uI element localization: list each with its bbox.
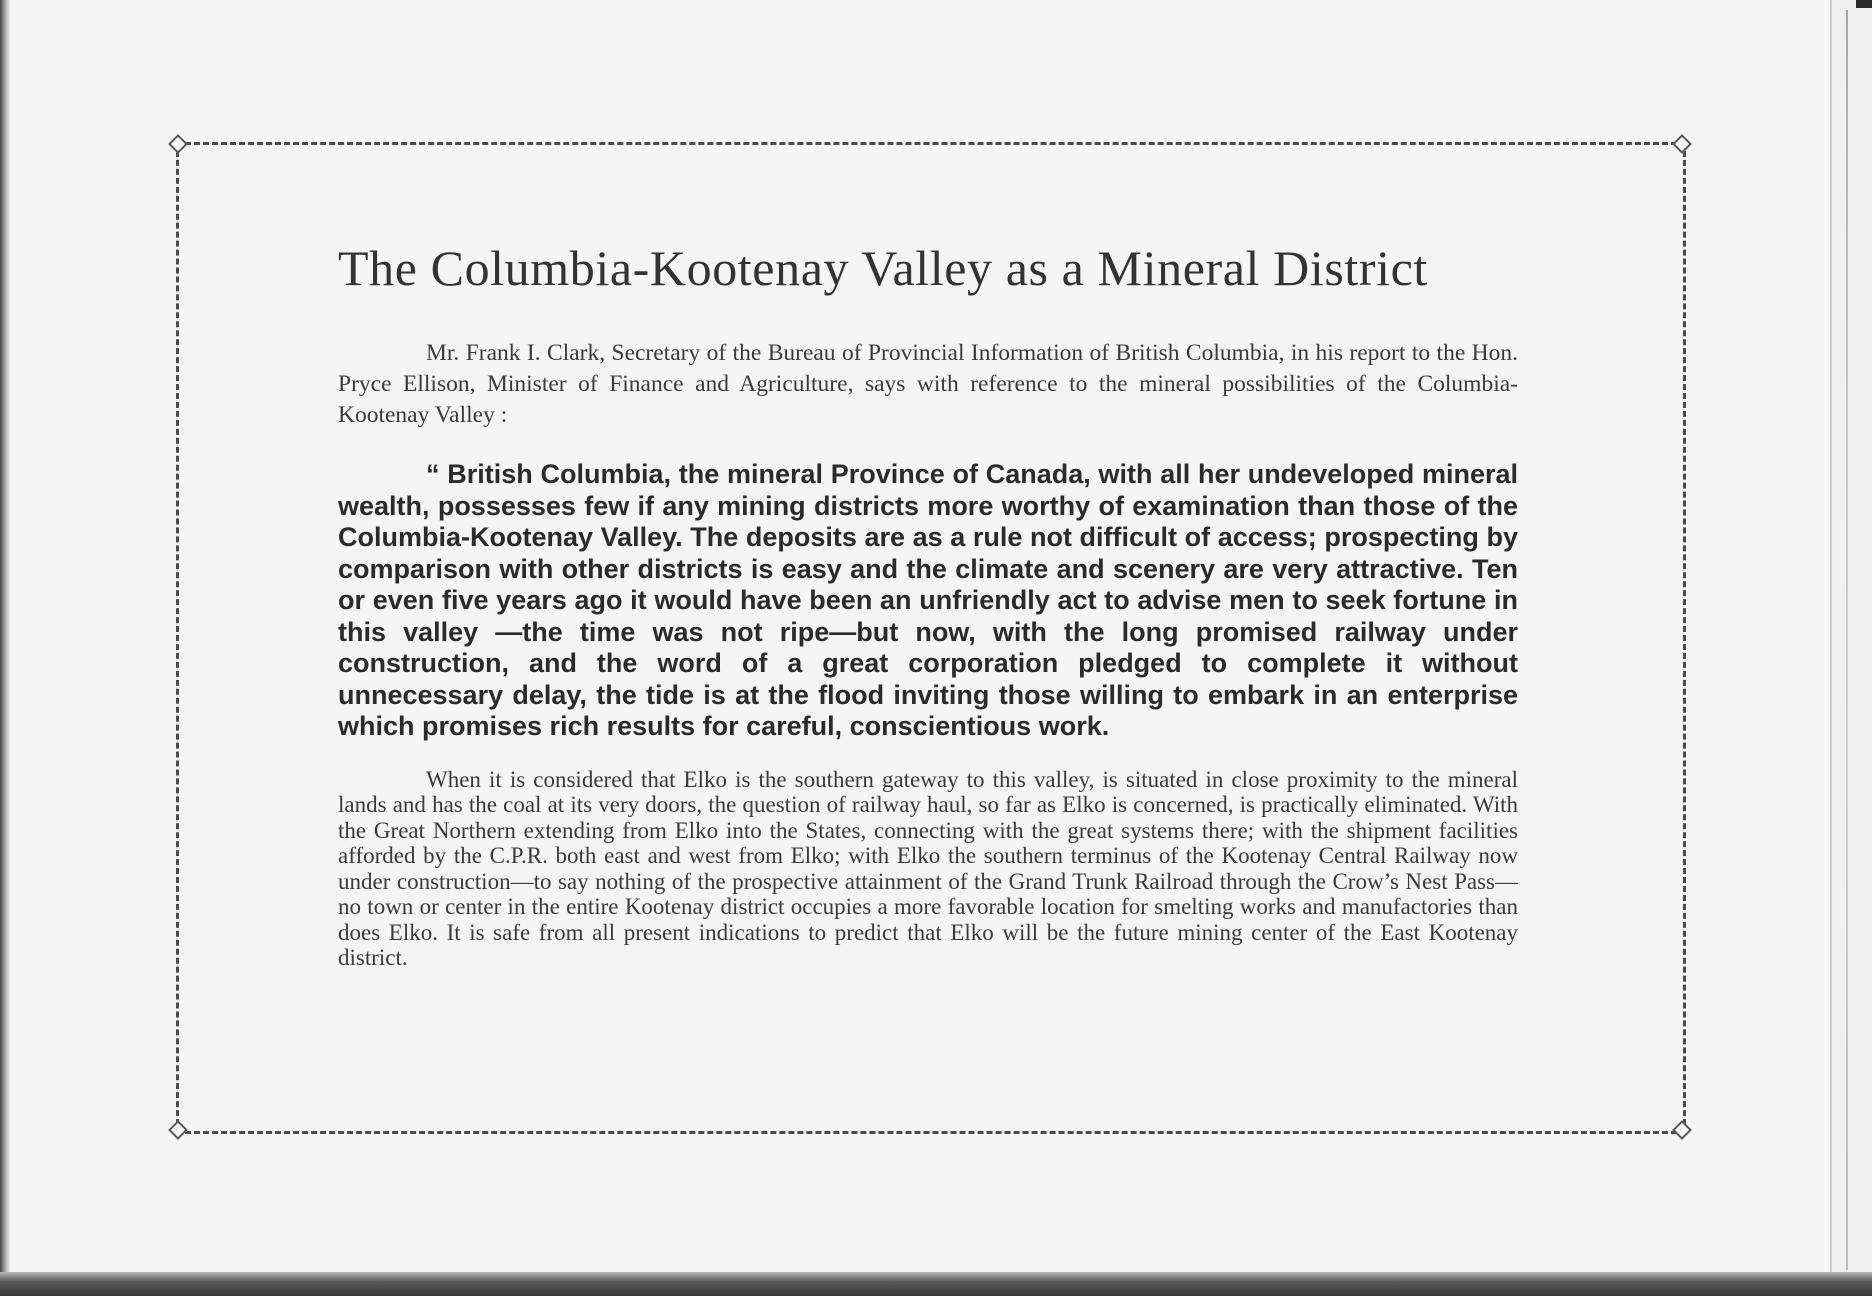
intro-paragraph: Mr. Frank I. Clark, Secretary of the Bureau of Provincial Information of British Columbia, in his report to the Hon. Pryce Ellison, Minister of Finance and Agriculture, says with reference to the mineral possibilities of the Columbia-Kootenay Valley :: [338, 340, 1518, 428]
facing-page-edge: [1830, 0, 1872, 1272]
closing-paragraph: When it is considered that Elko is the southern gateway to this valley, is situated in close proximity to the mineral lands and has the coal at its very doors, the question of railway haul, so far as Elko is concerned, is practically eliminated. With the Great Northern extending from Elko into the States, connecting with the great systems there; with the shipment facilities afforded by the C.P.R. both east and west from Elko; with Elko the southern terminus of the Kootenay Central Railway now under construction—to say nothing of the prospective attainment of the Grand Trunk Railroad through the Crow’s Nest Pass—no town or center in the entire Kootenay district occupies a more favorable location for smelting works and manufactories than does Elko. It is safe from all present indications to predict that Elko will be the future mining center of the East Kootenay district.: [338, 766, 1518, 970]
facing-page-dark-strip: [1856, 0, 1872, 8]
article-body: [338, 232, 1518, 971]
quoted-report-paragraph: “ British Columbia, the mineral Province of Canada, with all her undeveloped mineral wealth, possesses few if any mining districts more worthy of examination than those of the Columbia-Kootenay Valley. The deposits are as a rule not difficult of access; prospecting by comparison with other districts is easy and the climate and scenery are very attractive. Ten or even five years ago it would have been an unfriendly act to advise men to seek fortune in this valley —the time was not ripe—but now, with the long promised railway under construction, and the word of a great corporation pledged to complete it without unnecessary delay, the tide is at the flood inviting those willing to embark in an enterprise which promises rich results for careful, conscientious work.: [338, 459, 1518, 741]
facing-page-rule: [1846, 10, 1848, 1270]
page-left-edge: [0, 0, 10, 1296]
page-bottom-shadow: [0, 1272, 1872, 1296]
page-title: The Columbia-Kootenay Valley as a Mineral District: [338, 240, 1428, 296]
